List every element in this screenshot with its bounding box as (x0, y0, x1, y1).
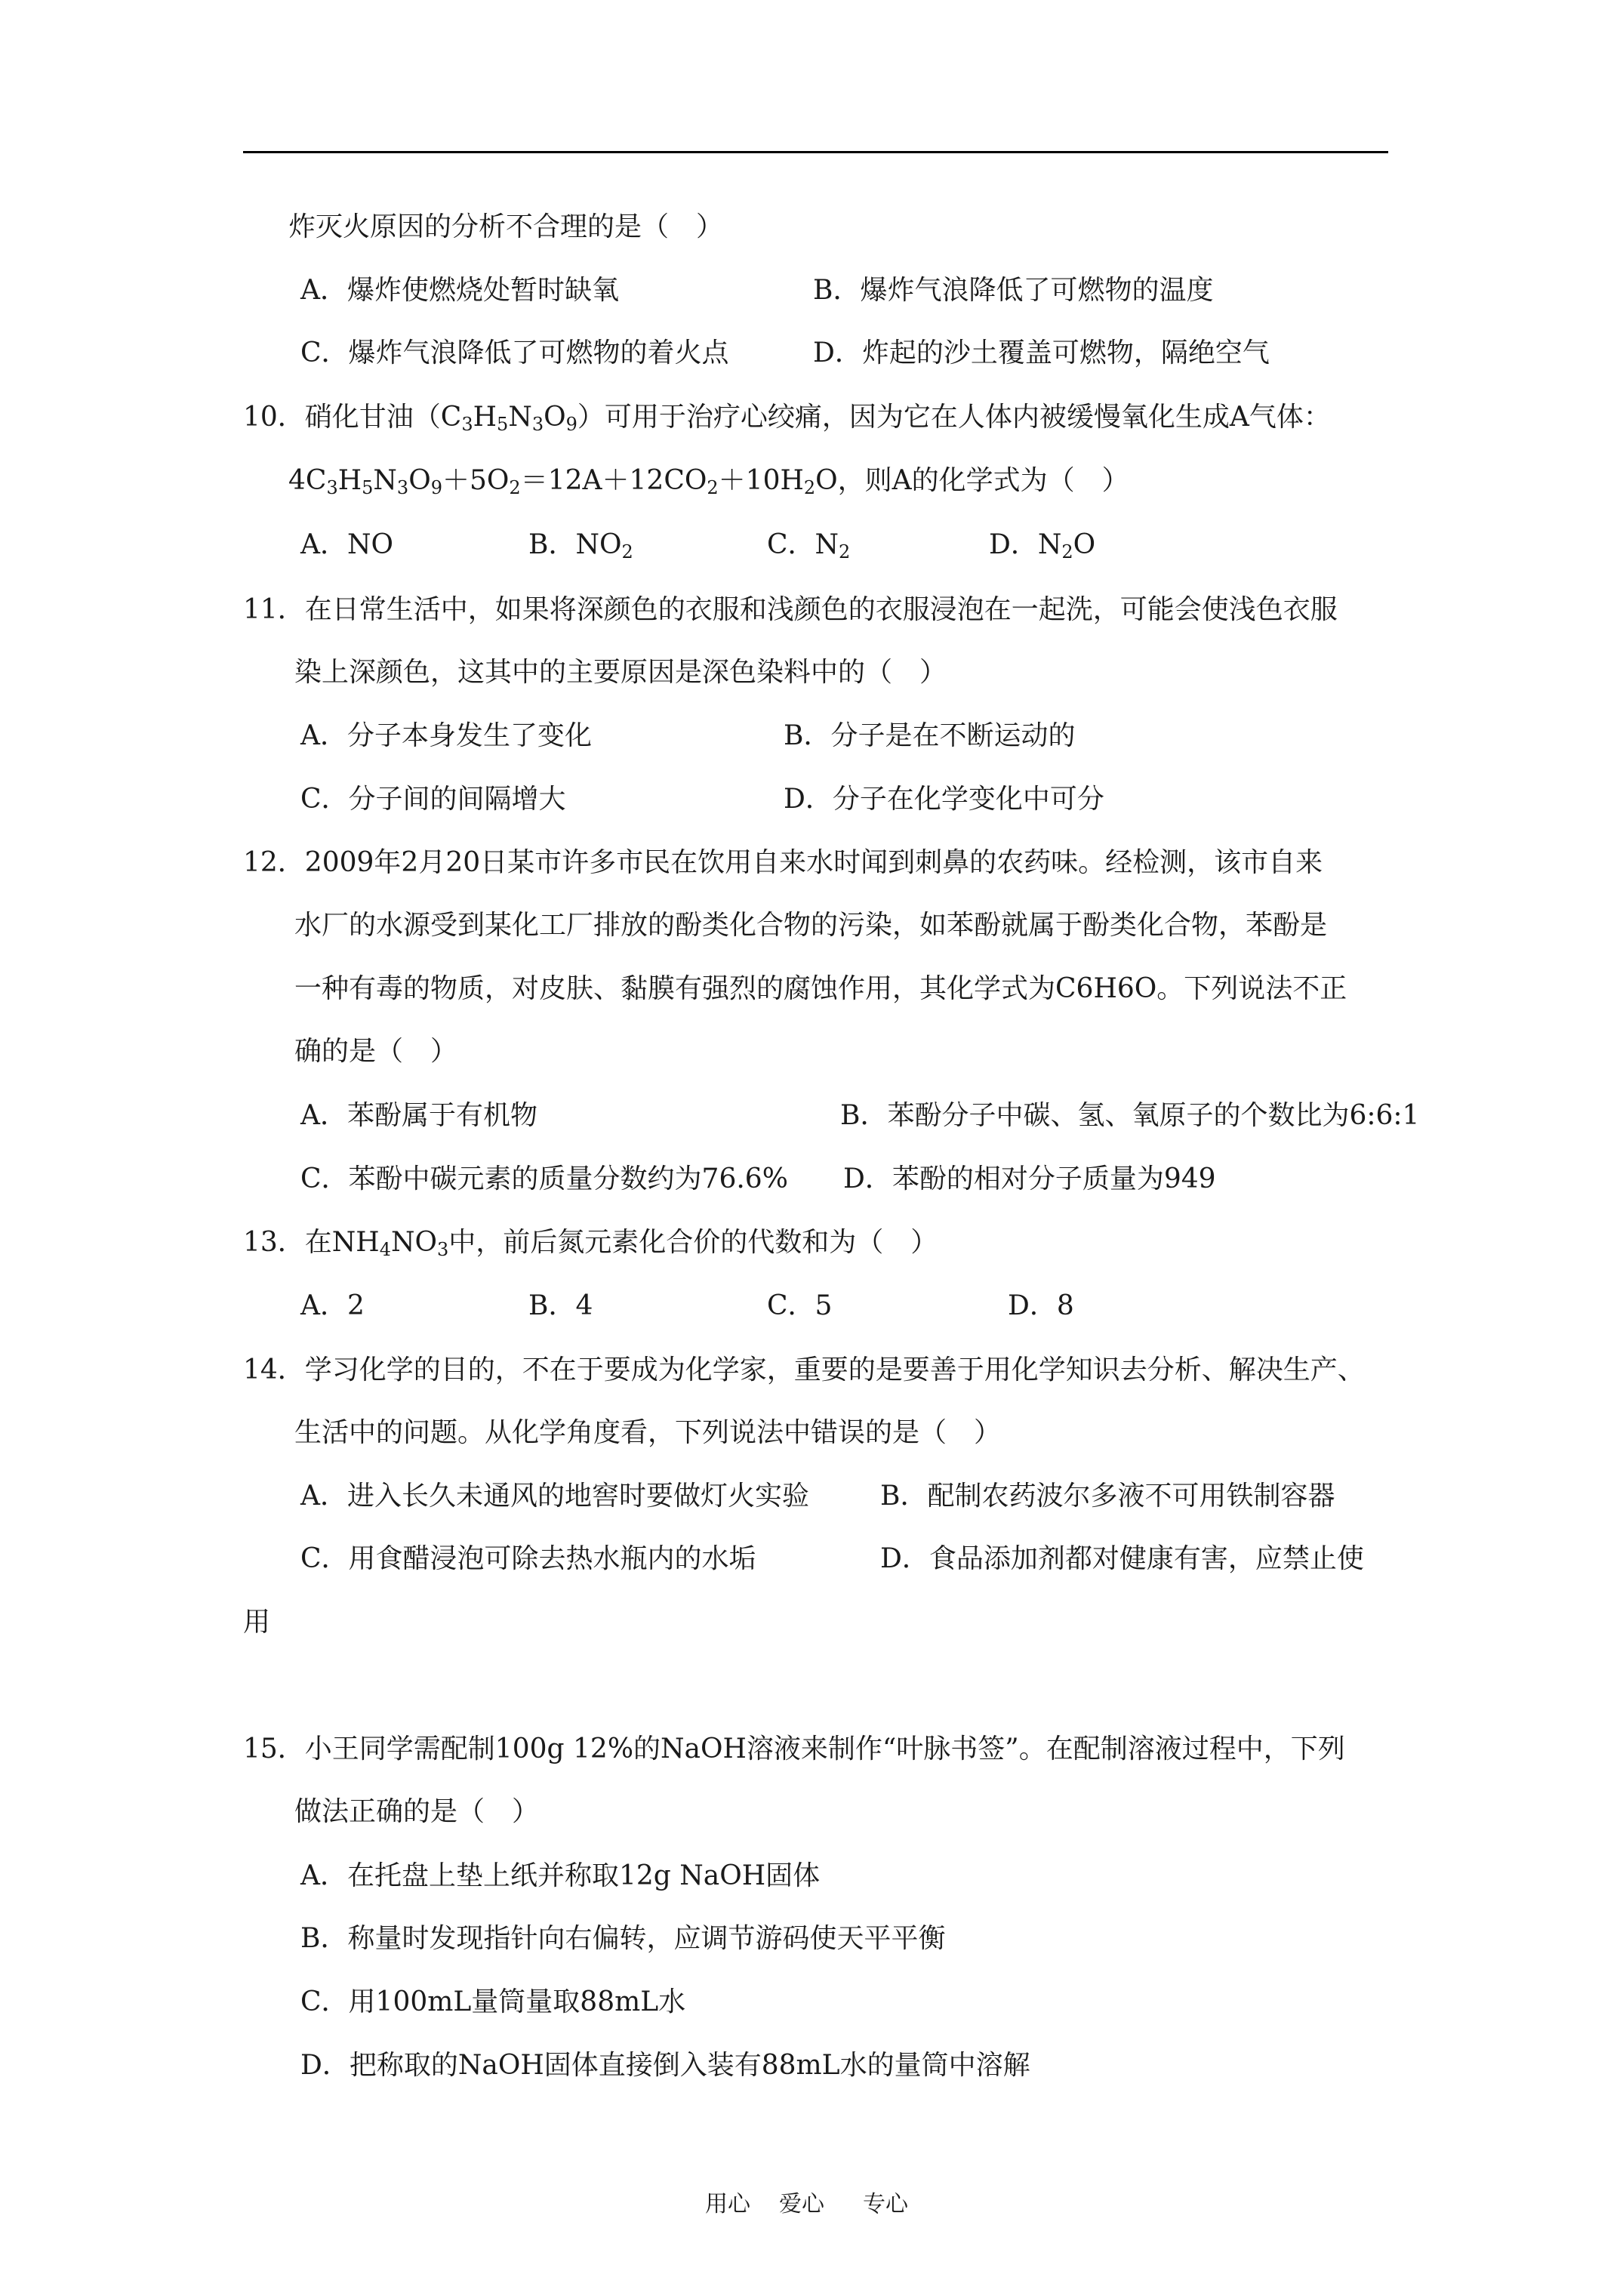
footer-text-1: 用心 (705, 2191, 750, 2217)
q12-stem-line-3: 一种有毒的物质，对皮肤、黏膜有强烈的腐蚀作用，其化学式为C6H6O。下列说法不正 (294, 973, 1347, 1004)
q9-option-d: D．炸起的沙土覆盖可燃物，隔绝空气 (813, 337, 1270, 368)
q10-equation: $4C_3H_5N_3O_9+5O_2=12A+12CO_2+10H_2O$，则A的化学式为（ ） (288, 465, 1129, 498)
q13-option-c: C．5 (767, 1290, 833, 1321)
q9-option-b: B．爆炸气浪降低了可燃物的温度 (813, 275, 1214, 306)
q11-stem-line-1: 11．在日常生活中，如果将深颜色的衣服和浅颜色的衣服浸泡在一起洗，可能会使浅色衣服 (243, 594, 1338, 625)
q12-option-d: D．苯酚的相对分子质量为949 (843, 1163, 1216, 1194)
q11-option-a: A．分子本身发生了变化 (300, 720, 592, 751)
q9-stem: 炸灭火原因的分析不合理的是（ ） (288, 211, 724, 242)
q15-option-d: D．把称取的NaOH固体直接倒入装有88mL水的量筒中溶解 (300, 2050, 1030, 2081)
footer-text-2: 爱心 (779, 2191, 824, 2217)
q14-stem-line-2: 生活中的问题。从化学角度看，下列说法中错误的是（ ） (294, 1417, 1002, 1448)
q15-stem-line-1: 15．小王同学需配制100g 12%的NaOH溶液来制作“叶脉书签”。在配制溶液过程中，下列 (243, 1734, 1345, 1764)
q13-option-b: B．4 (528, 1290, 593, 1321)
q11-option-d: D．分子在化学变化中可分 (784, 784, 1104, 815)
q10-stem-line-1: 10．硝化甘油$(C_3H_5N_3O_9)$可用于治疗心绞痛，因为它在人体内被缓慢氧化生成A气体： (243, 402, 1331, 435)
q14-option-a: A．进入长久未通风的地窖时要做灯火实验 (300, 1481, 809, 1512)
q13-option-a: A．2 (300, 1290, 365, 1321)
q14-option-d-wrap: 用 (243, 1607, 271, 1638)
q12-option-b: B．苯酚分子中碳、氢、氧原子的个数比为6:6:1 (840, 1100, 1420, 1131)
q15-option-a: A．在托盘上垫上纸并称取12g NaOH固体 (300, 1860, 821, 1891)
q10-option-d: D．$N_2O$ (989, 529, 1096, 562)
q14-option-d: D．食品添加剂都对健康有害，应禁止使 (880, 1543, 1364, 1574)
q14-option-b: B．配制农药波尔多液不可用铁制容器 (880, 1481, 1335, 1512)
q11-option-c: C．分子间的间隔增大 (300, 784, 566, 815)
q12-stem-line-1: 12．2009年2月20日某市许多市民在饮用自来水时闻到刺鼻的农药味。经检测，该市自来 (243, 847, 1323, 878)
q10-option-c: C．$N_2$ (767, 529, 851, 562)
q12-option-c: C．苯酚中碳元素的质量分数约为76.6% (300, 1163, 788, 1194)
q15-option-c: C．用100mL量筒量取88mL水 (300, 1986, 686, 2017)
q9-option-c: C．爆炸气浪降低了可燃物的着火点 (300, 337, 729, 368)
q13-stem: 13．在$NH_4NO_3$中，前后氮元素化合价的代数和为（ ） (243, 1227, 938, 1260)
header-rule (243, 151, 1388, 153)
q11-stem-line-2: 染上深颜色，这其中的主要原因是深色染料中的（ ） (294, 657, 947, 688)
q14-stem-line-1: 14．学习化学的目的，不在于要成为化学家，重要的是要善于用化学知识去分析、解决生产、 (243, 1354, 1365, 1385)
q14-option-c: C．用食醋浸泡可除去热水瓶内的水垢 (300, 1543, 756, 1574)
q11-option-b: B．分子是在不断运动的 (784, 720, 1076, 751)
q10-option-b: B．$NO_2$ (528, 529, 633, 562)
q12-stem-line-2: 水厂的水源受到某化工厂排放的酚类化合物的污染，如苯酚就属于酚类化合物，苯酚是 (294, 910, 1328, 941)
footer-text-3: 专心 (863, 2191, 908, 2217)
q15-option-b: B．称量时发现指针向右偏转，应调节游码使天平平衡 (300, 1923, 946, 1954)
q9-option-a: A．爆炸使燃烧处暂时缺氧 (300, 275, 619, 306)
q12-option-a: A．苯酚属于有机物 (300, 1100, 537, 1131)
q15-stem-line-2: 做法正确的是（ ） (294, 1796, 540, 1827)
q13-option-d: D．8 (1008, 1290, 1074, 1321)
q12-stem-line-4: 确的是（ ） (294, 1036, 458, 1067)
q10-option-a: A．NO (300, 529, 394, 560)
